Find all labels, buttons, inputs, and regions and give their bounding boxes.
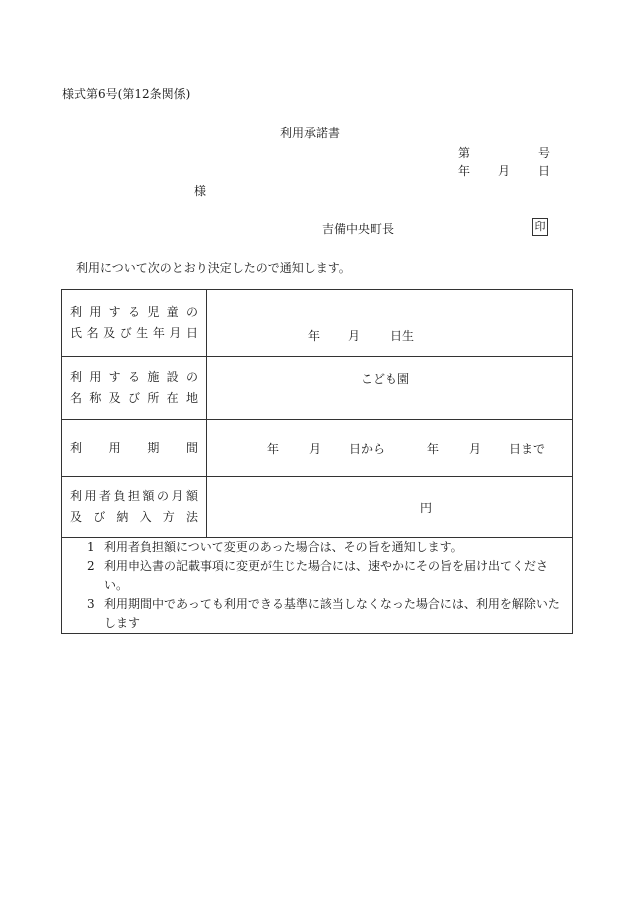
fee-unit: 円 [420,501,433,515]
value-fee [207,477,573,538]
date-year: 年 [458,164,471,178]
note-number: 3 [87,597,95,611]
label-facility [62,357,207,420]
form-table [61,289,573,634]
intro-text: 利用について次のとおり決定したので通知します。 [76,261,351,275]
label-facility-line2: 名称及び所在地 [70,391,198,405]
to-day-unit: 日まで [509,442,546,456]
from-year-unit: 年 [267,442,280,456]
label-child-line1: 利用する児童の [70,305,198,319]
label-period [62,420,207,477]
number-prefix: 第 [458,146,471,160]
birth-month-unit: 月 [348,329,361,343]
facility-name: こども園 [361,372,410,386]
issuer-name: 吉備中央町長 [322,222,395,236]
birth-year-unit: 年 [308,329,321,343]
label-period-text: 利用期間 [70,440,198,455]
value-period [207,420,573,477]
label-child [62,290,207,357]
birth-day-unit: 日生 [390,329,415,343]
recipient-suffix: 様 [194,184,207,198]
label-fee-line1: 利用者負担額の月額 [70,489,198,503]
row-period [62,420,573,477]
label-fee-line2: 及び納入方法 [70,510,198,524]
note-item [62,538,572,557]
date-month: 月 [498,164,511,178]
form-number: 様式第6号(第12条関係) [62,87,191,101]
row-facility [62,357,573,420]
row-fee [62,477,573,538]
label-fee [62,477,207,538]
note-item [62,595,572,633]
document-title: 利用承諾書 [280,126,341,140]
notes-cell [62,538,573,634]
label-facility-line1: 利用する施設の [70,370,198,384]
number-suffix: 号 [538,146,551,160]
row-notes [62,538,573,634]
from-day-unit: 日から [349,442,386,456]
value-facility [207,357,573,420]
label-child-line2: 氏名及び生年月日 [70,326,198,340]
to-month-unit: 月 [469,442,482,456]
from-month-unit: 月 [309,442,322,456]
note-number: 1 [87,540,95,554]
note-number: 2 [87,559,95,573]
note-text: 利用申込書の記載事項に変更が生じた場合には、速やかにその旨を届け出てください。 [104,559,549,592]
seal-mark: 印 [532,218,548,236]
value-child-birthdate [207,290,573,357]
note-text: 利用者負担額について変更のあった場合は、その旨を通知します。 [104,540,463,554]
note-text: 利用期間中であっても利用できる基準に該当しなくなった場合には、利用を解除いたします [104,597,560,630]
note-item [62,557,572,595]
to-year-unit: 年 [427,442,440,456]
row-child-info [62,290,573,357]
date-day: 日 [538,164,551,178]
